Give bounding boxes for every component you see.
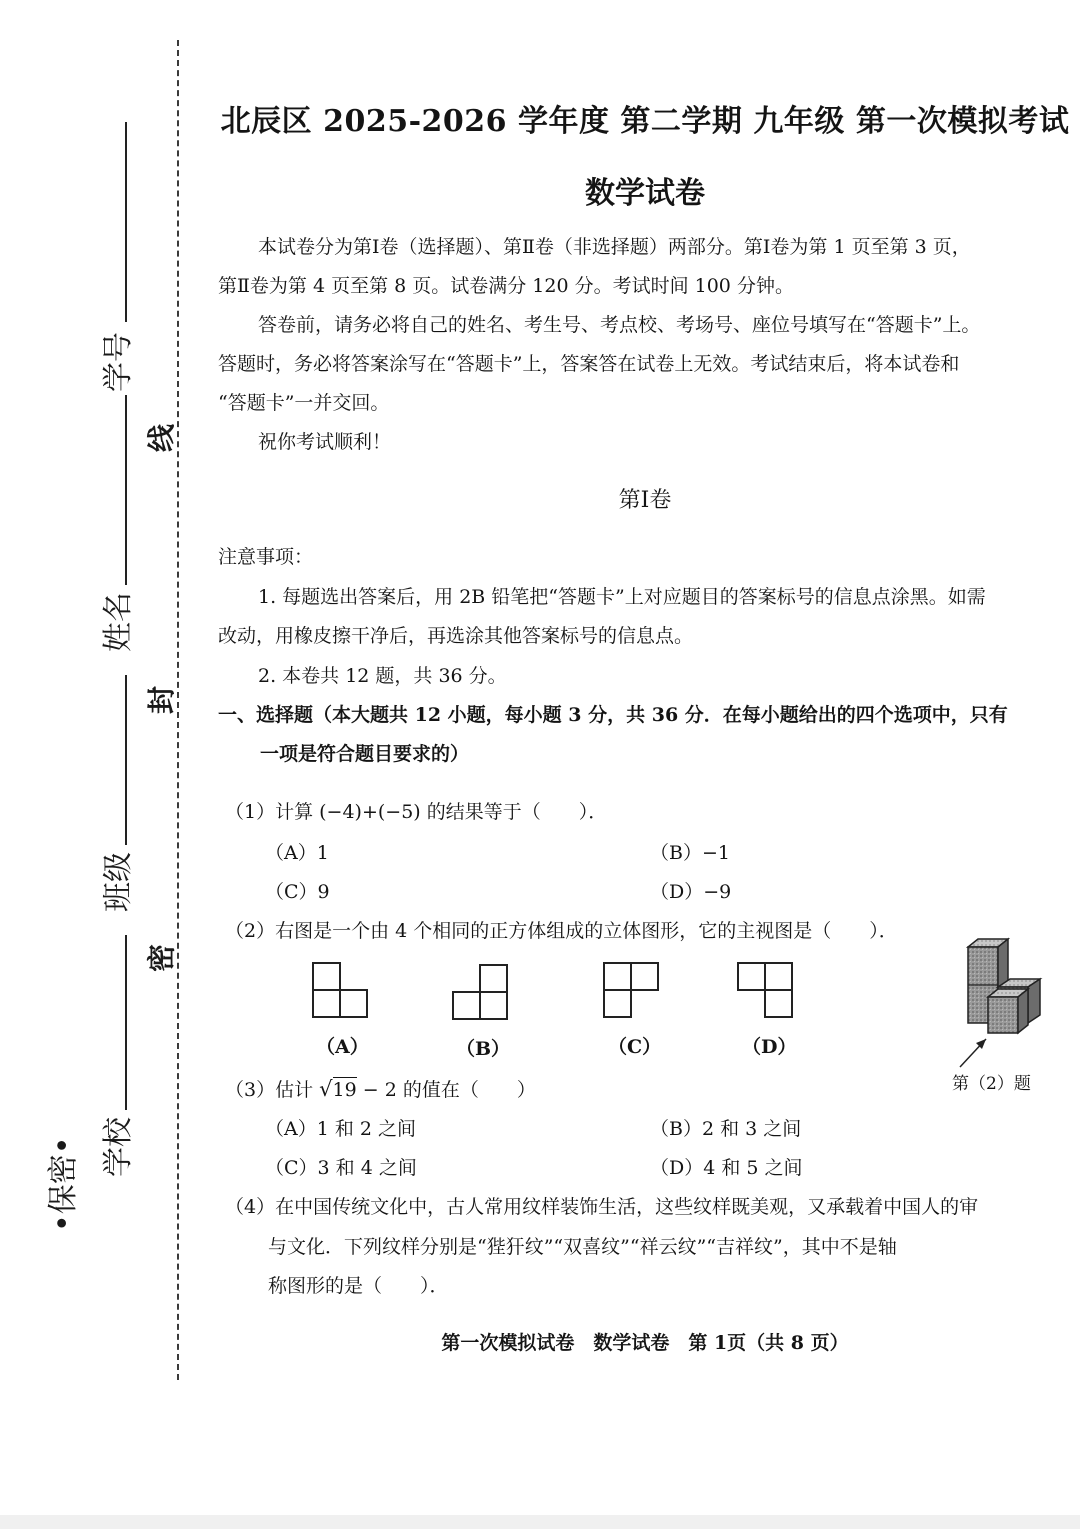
- q2-stem: （2）右图是一个由 4 个相同的正方体组成的立体图形，它的主视图是（ ）．: [225, 920, 898, 942]
- q2-c-square: [603, 962, 632, 991]
- q4-stem-line-2: 与文化．下列纹样分别是“狴犴纹”“双喜纹”“祥云纹”“吉祥纹”，其中不是轴: [268, 1236, 897, 1258]
- q2-b-square: [479, 964, 508, 993]
- q2-a-square: [339, 989, 368, 1018]
- q1-stem: （1）计算 (−4)+(−5) 的结果等于（ ）．: [225, 801, 608, 823]
- intro-line-4: 答题时，务必将答案涂写在“答题卡”上，答案答在试卷上无效。考试结束后，将本试卷和: [218, 353, 960, 375]
- notice-1b: 改动，用橡皮擦干净后，再选涂其他答案标号的信息点。: [218, 625, 694, 647]
- q2-d-square: [764, 989, 793, 1018]
- q4-stem-line-3: 称图形的是（ ）．: [268, 1275, 449, 1297]
- seal-mi: 密: [145, 944, 178, 973]
- intro-line-2: 第Ⅱ卷为第 4 页至第 8 页。试卷满分 120 分。考试时间 100 分钟。: [218, 275, 794, 297]
- exam-subtitle: 数学试卷: [585, 176, 705, 211]
- q2-c-square: [603, 989, 632, 1018]
- q3-radicand: 19: [332, 1079, 357, 1101]
- q2-cube-figure: [940, 935, 1055, 1075]
- name-label: 姓名: [101, 592, 136, 652]
- q2-option-c[interactable]: （C）: [608, 1036, 662, 1058]
- school-label: 学校: [101, 1117, 136, 1177]
- student-id-label: 学号: [101, 332, 136, 392]
- q3-option-a[interactable]: （A）1 和 2 之间: [265, 1118, 417, 1140]
- part-1-heading-a: 一、选择题（本大题共 12 小题，每小题 3 分，共 36 分．在每小题给出的四个选项中，只有: [218, 704, 1008, 726]
- q2-option-b[interactable]: （B）: [456, 1038, 511, 1060]
- intro-line-6: 祝你考试顺利！: [258, 431, 392, 453]
- q2-figure-caption: 第（2）题: [952, 1074, 1031, 1094]
- q1-option-a[interactable]: （A）1: [265, 842, 329, 864]
- intro-line-5: “答题卡”一并交回。: [218, 392, 390, 414]
- section-heading: 第Ⅰ卷: [618, 488, 672, 513]
- intro-line-1: 本试卷分为第Ⅰ卷（选择题）、第Ⅱ卷（非选择题）两部分。第Ⅰ卷为第 1 页至第 3 页，: [258, 236, 971, 258]
- intro-line-3: 答卷前，请务必将自己的姓名、考生号、考点校、考场号、座位号填写在“答题卡”上。: [258, 314, 981, 336]
- q3-stem-suffix: − 2 的值在（ ）: [356, 1079, 536, 1101]
- q3-stem-prefix: （3）估计: [225, 1079, 320, 1101]
- q2-a-square: [312, 962, 341, 991]
- school-fill-line[interactable]: [125, 935, 127, 1110]
- part-1-heading-b: 一项是符合题目要求的）: [260, 743, 470, 765]
- notice-title: 注意事项：: [218, 546, 314, 568]
- q2-option-d[interactable]: （D）: [742, 1036, 797, 1058]
- q3-stem: [225, 1079, 536, 1100]
- class-label: 班级: [101, 852, 136, 912]
- notice-2: 2. 本卷共 12 题，共 36 分。: [258, 665, 507, 687]
- q3-option-d[interactable]: （D）4 和 5 之间: [650, 1157, 803, 1179]
- q1-option-d[interactable]: （D）−9: [650, 881, 732, 903]
- exam-title: 北辰区 2025-2026 学年度 第二学期 九年级 第一次模拟考试: [220, 104, 1070, 139]
- secret-label: •保密•: [46, 1136, 81, 1232]
- q2-d-square: [764, 962, 793, 991]
- q3-option-c[interactable]: （C）3 和 4 之间: [265, 1157, 417, 1179]
- notice-1a: 1. 每题选出答案后，用 2B 铅笔把“答题卡”上对应题目的答案标号的信息点涂黑。如需: [258, 586, 986, 608]
- name-fill-line[interactable]: [125, 395, 127, 585]
- sqrt-symbol: √: [319, 1077, 333, 1101]
- class-fill-line[interactable]: [125, 675, 127, 845]
- q4-stem-line-1: （4）在中国传统文化中，古人常用纹样装饰生活，这些纹样既美观，又承载着中国人的审: [225, 1196, 979, 1218]
- scan-bottom-band: [0, 1515, 1080, 1529]
- page-footer: 第一次模拟试卷 数学试卷 第 1页（共 8 页）: [441, 1332, 849, 1354]
- seal-feng: 封: [145, 686, 178, 715]
- q2-b-square: [479, 991, 508, 1020]
- student-id-fill-line[interactable]: [125, 122, 127, 322]
- q2-c-square: [630, 962, 659, 991]
- q3-option-b[interactable]: （B）2 和 3 之间: [650, 1118, 802, 1140]
- q1-option-b[interactable]: （B）−1: [650, 842, 730, 864]
- q2-b-square: [452, 991, 481, 1020]
- seal-xian: 线: [145, 424, 178, 453]
- q2-option-a[interactable]: （A）: [316, 1036, 369, 1058]
- q2-a-square: [312, 989, 341, 1018]
- q2-d-square: [737, 962, 766, 991]
- q1-option-c[interactable]: （C）9: [265, 881, 330, 903]
